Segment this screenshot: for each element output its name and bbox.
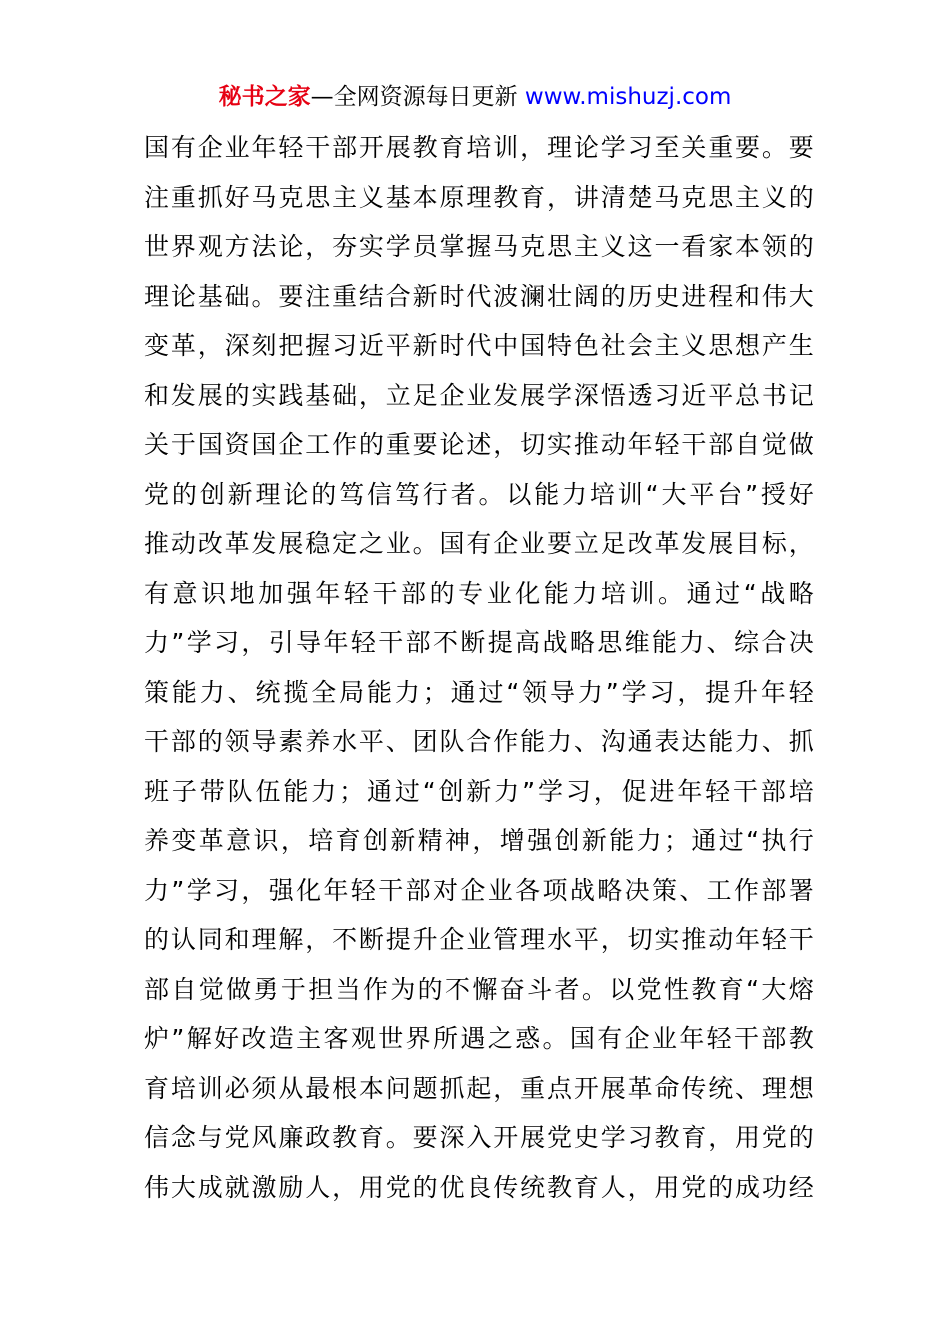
text-line: 注重抓好马克思主义基本原理教育，讲清楚马克思主义的 [144, 182, 814, 212]
text-line: 理论基础。要注重结合新时代波澜壮阔的历史进程和伟大 [144, 281, 814, 311]
text-line: 策能力、统揽全局能力；通过“领导力”学习，提升年轻 [144, 677, 814, 707]
text-line: 党的创新理论的笃信笃行者。以能力培训“大平台”授好 [144, 479, 814, 509]
text-line: 变革，深刻把握习近平新时代中国特色社会主义思想产生 [144, 331, 814, 360]
header-brand: 秘书之家 [218, 84, 311, 110]
text-line: 炉”解好改造主客观世界所遇之惑。国有企业年轻干部教 [144, 1024, 814, 1053]
text-line: 干部的领导素养水平、团队合作能力、沟通表达能力、抓 [144, 727, 814, 756]
text-line: 的认同和理解，不断提升企业管理水平，切实推动年轻干 [144, 925, 814, 954]
text-line: 力”学习，引导年轻干部不断提高战略思维能力、综合决 [144, 628, 814, 657]
text-line: 国有企业年轻干部开展教育培训，理论学习至关重要。要 [144, 133, 814, 162]
text-line: 伟大成就激励人，用党的优良传统教育人，用党的成功经 [144, 1172, 814, 1202]
text-line: 和发展的实践基础，立足企业发展学深悟透习近平总书记 [144, 380, 814, 410]
text-line: 养变革意识，培育创新精神，增强创新能力；通过“执行 [144, 826, 814, 855]
text-line: 世界观方法论，夯实学员掌握马克思主义这一看家本领的 [144, 232, 814, 261]
text-line: 力”学习，强化年轻干部对企业各项战略决策、工作部署 [144, 875, 814, 905]
text-line: 部自觉做勇于担当作为的不懈奋斗者。以党性教育“大熔 [144, 974, 814, 1004]
text-line: 信念与党风廉政教育。要深入开展党史学习教育，用党的 [144, 1123, 814, 1152]
text-line: 关于国资国企工作的重要论述，切实推动年轻干部自觉做 [144, 430, 814, 459]
header-site-link[interactable]: www.mishuzj.com [524, 84, 732, 110]
text-line: 班子带队伍能力；通过“创新力”学习，促进年轻干部培 [144, 776, 814, 806]
text-line: 推动改革发展稳定之业。国有企业要立足改革发展目标， [144, 529, 814, 558]
text-line: 有意识地加强年轻干部的专业化能力培训。通过“战略 [144, 578, 814, 608]
text-line: 育培训必须从最根本问题抓起，重点开展革命传统、理想 [144, 1073, 814, 1103]
body-text [144, 123, 814, 1212]
header-tagline: —全网资源每日更新 [310, 84, 525, 110]
page-header [0, 82, 950, 112]
